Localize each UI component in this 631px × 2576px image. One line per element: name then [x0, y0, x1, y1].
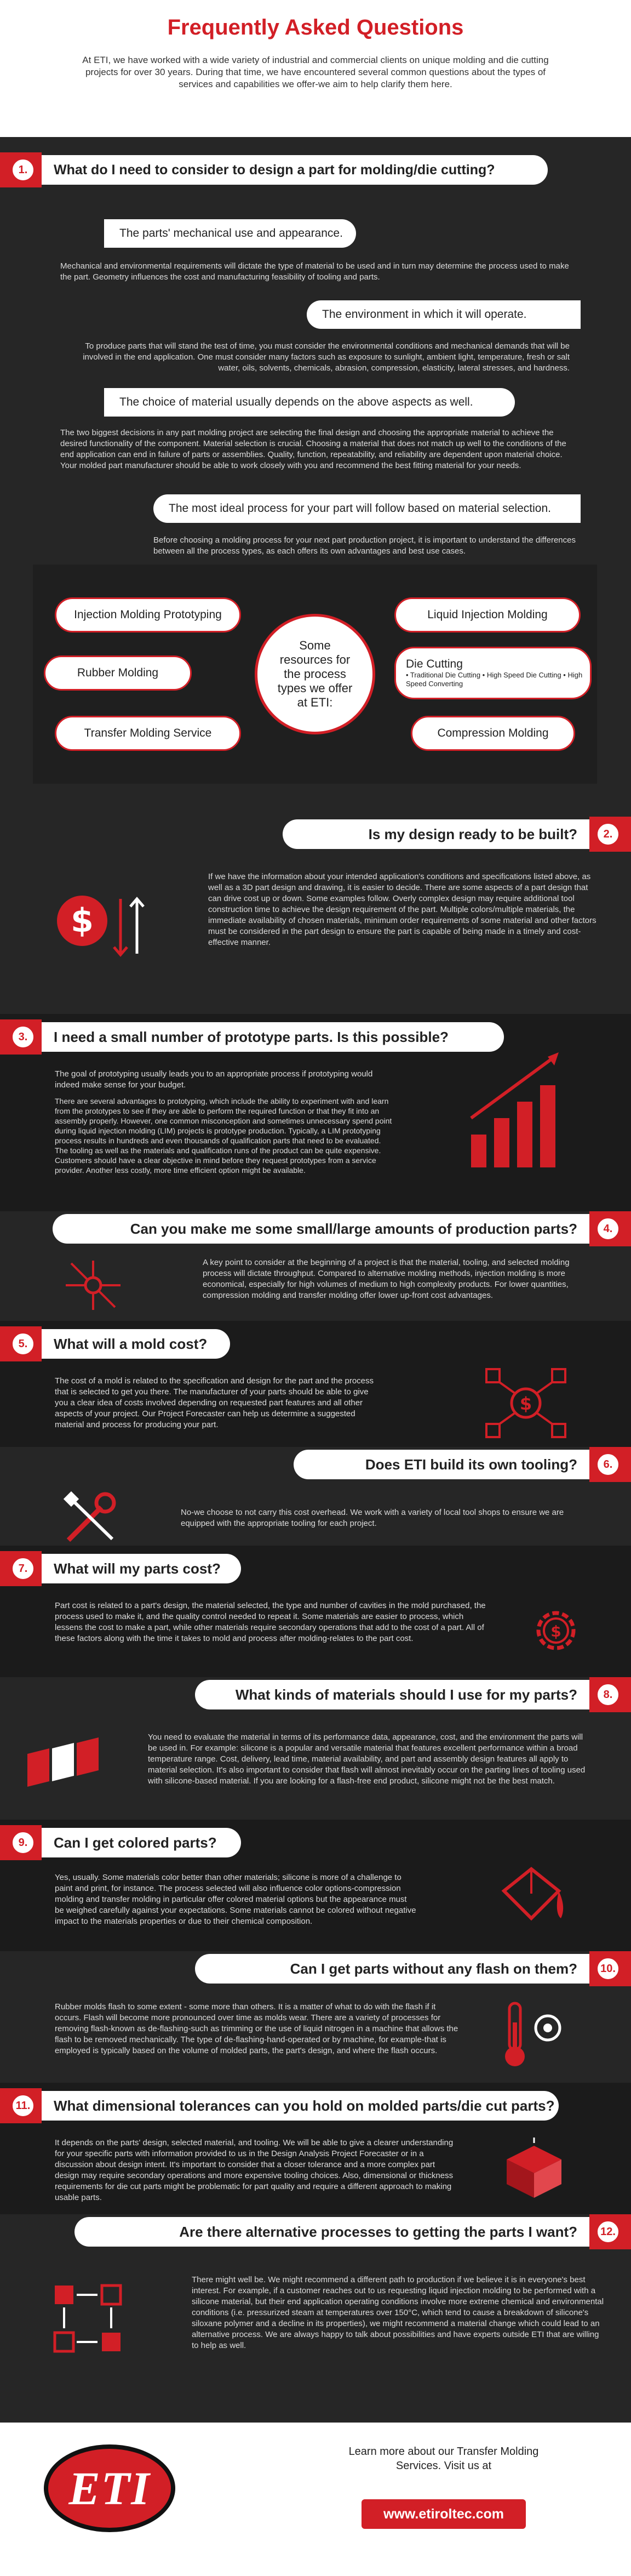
q4-number: 4. — [596, 1217, 620, 1241]
tools-icon — [60, 1491, 121, 1548]
q1-text-3: The two biggest decisions in any part molding project are selecting the final design and choosing the appropriate material to achieve the desired functionality of the component. Material selection is crucial. Choosing a material that does not match up well to the conditions of the end application can end in failure of parts or assemblies. Quality, function, repeatability, and reliability are dependent upon material choice. Your molded part manufacturer should be able to work closely with you and recommend the best fitting material for your needs. — [60, 428, 566, 470]
q10-question: Can I get parts without any flash on them? — [195, 1954, 589, 1984]
q12-number: 12. — [596, 2220, 620, 2244]
intro-text: At ETI, we have worked with a wide variety of industrial and commercial clients on unique molding and die cutting projects for over 30 years. During that time, we have encountered several common questions about the types of services and capabilities we offer-we aim to help clarify them here. — [82, 55, 549, 89]
q10-number: 10. — [596, 1957, 620, 1981]
q1-number: 1. — [11, 158, 35, 182]
q1-text-2: To produce parts that will stand the test of time, you must consider the environmental conditions and mechanical demands that will be involved in the end application. One must consider many factors such as exposure to sunlight, ambient light, temperature, fresh or salt water, oils, solvents, chemicals, abrasion, compression, elasticity, lateral stresses, and hardness. — [83, 341, 570, 373]
q3-text-2: There are several advantages to prototyping, which include the ability to experiment with and learn from the prototypes to see if they are able to perform the required function or that they fit into an assembly properly. However, one common misconception and sometimes unnecessary spend point during liquid injection molding (LIM) projects is prototype production. Typically, a LIM prototyping process results in hundreds and even thousands of qualification parts that need to be evaluated. The tooling as well as the materials and qualification runs of the product can be quite expensive. Customers should have a clear objective in mind before they request prototypes from a service provider. Another less costly, more time efficient option might be available. — [55, 1097, 392, 1175]
q10-text: Rubber molds flash to some extent - some more than others. It is a matter of what to do with the flash if it occurs. Flash will become more pronounced over time as molds wear. There are a variety of processes for removing flash-known as de-flashing-such as trimming or the use of liquid nitrogen in a machine that allows the flash to be removed mechanically. The type of de-flashing-hand-operated or by machine, for example-that is employed is typically based on the volume of molded parts, the part's design, and where the flash occurs. — [55, 2002, 458, 2055]
q1-pill-3: The choice of material usually depends on the above aspects as well. — [104, 388, 515, 417]
dollar-arrows-icon — [49, 882, 159, 967]
q6-number: 6. — [596, 1452, 620, 1477]
footer — [0, 2423, 631, 2576]
q12-bar — [0, 2214, 631, 2249]
q3-text-1: The goal of prototyping usually leads you to an appropriate process if prototyping would indeed make sense for your budget. — [55, 1069, 373, 1090]
paint-bucket-icon — [493, 1863, 570, 1937]
q1-text-4: Before choosing a molding process for your next part production project, it is important to understand the differences between all the process types, as each offers its own advantages and best use cases. — [153, 535, 576, 556]
q12-text: There might well be. We might recommend a different path to production if we believe it is in everyone's best interest. For example, if a customer reaches out to us requesting liquid injection molding to be performed with a silicone material, but their end application operating conditions involve more extreme chemical and environmental conditions (i.e. pressurized steam at temperatures over 150°C, which tend to cause a breakdown of silicone's siloxane polymer and a decline in its properties), we might recommend a material change which could lead to an alternative process. We are always happy to talk about possibilities and have experts outside ETI that are willing to help as well. — [192, 2275, 604, 2350]
eti-logo[interactable] — [44, 2444, 175, 2532]
q4-section — [0, 1211, 631, 1321]
dollar-network-icon — [482, 1365, 570, 1444]
q3-question: I need a small number of prototype parts. Is this possible? — [42, 1022, 504, 1052]
q1-pill-4: The most ideal process for your part will follow based on material selection. — [153, 494, 581, 523]
process-cycle-icon — [49, 2280, 126, 2360]
q5-number: 5. — [11, 1332, 35, 1356]
q1-pill-1: The parts' mechanical use and appearance. — [104, 219, 356, 248]
q3-number: 3. — [11, 1025, 35, 1049]
eti-logo-text: ETI — [68, 2462, 151, 2515]
q4-question: Can you make me some small/large amounts of production parts? — [53, 1214, 589, 1244]
link-liquid-injection-molding[interactable]: Liquid Injection Molding — [394, 597, 581, 632]
link-transfer-molding-service[interactable]: Transfer Molding Service — [55, 716, 241, 751]
q2-text: If we have the information about your intended application's conditions and specifications listed above, as well as a 3D part design and drawing, it is easier to decide. There are some aspects of a part design that can drive cost up or down. Some examples follow. Overly complex design may require additional tool construction time to achieve the design requirement of the part. Multiple colors/multiple materials, the immediate availability of chosen materials, minimum order requirements of some material and other factors must be considered in the part design to ensure the part is capable of being made in a timely and cost-effective manner. — [208, 872, 596, 947]
q11-section — [0, 2083, 631, 2214]
svg-text:$: $ — [71, 902, 94, 940]
q9-question: Can I get colored parts? — [42, 1828, 241, 1857]
network-icon — [60, 1255, 126, 1318]
page-title: Frequently Asked Questions — [167, 15, 464, 39]
q11-number: 11. — [11, 2094, 35, 2118]
website-link[interactable]: www.etiroltec.com — [362, 2499, 526, 2529]
die-cutting-sub: • Traditional Die Cutting • High Speed Die Cutting • High Speed Converting — [406, 671, 583, 688]
q8-bar — [0, 1677, 631, 1712]
q8-text: You need to evaluate the material in terms of its performance data, appearance, cost, and the environment the parts will be used in. For example: silicone is a popular and versatile material that features excellent performance within a broad temperature range. Cost, delivery, lead time, material availability, and part and assembly design features all apply to material selection. It's also important to consider that flash will almost inevitably occur on the parting lines of tooling used with silicone-based material. If you are looking for a flash-free end product, silicone might not be the best match. — [148, 1732, 586, 1786]
q1-pill-2: The environment in which it will operate. — [307, 300, 581, 329]
process-center-circle — [255, 614, 375, 734]
q2-question: Is my design ready to be built? — [283, 819, 589, 849]
q1-question: What do I need to consider to design a part for molding/die cutting? — [42, 155, 548, 185]
footer-text: Learn more about our Transfer Molding Services. Visit us at — [348, 2446, 539, 2472]
link-die-cutting[interactable] — [394, 647, 592, 699]
q11-question: What dimensional tolerances can you hold on molded parts/die cut parts? — [42, 2091, 559, 2121]
growth-chart-icon — [460, 1047, 575, 1176]
q1-section — [0, 137, 631, 1014]
q7-section — [0, 1546, 631, 1677]
q12-section — [0, 2214, 631, 2423]
q5-text: The cost of a mold is related to the specification and design for the part and the process that is selected to get you there. The manufacturer of your parts should be able to give you a clear idea of costs involved depending on requested part features and all other aspects of your project. Our Project Forecaster can help us determine a suggested material and process for producing your part. — [55, 1376, 374, 1429]
q6-section — [0, 1447, 631, 1546]
q5-question: What will a mold cost? — [42, 1329, 230, 1359]
cube-dimensions-icon — [498, 2138, 570, 2206]
q4-bar — [0, 1211, 631, 1246]
link-injection-molding-prototyping[interactable]: Injection Molding Prototyping — [55, 597, 241, 632]
q3-bar — [0, 1019, 504, 1055]
process-panel — [33, 565, 597, 784]
q1-bar — [0, 152, 548, 187]
q2-bar — [0, 817, 631, 852]
q6-text: No-we choose to not carry this cost overhead. We work with a variety of local tool shops to ensure we are equipped with the appropriate tooling for each project. — [181, 1508, 564, 1528]
q11-bar — [0, 2088, 559, 2123]
q9-text: Yes, usually. Some materials color better than other materials; silicone is more of a challenge to paint and print, for instance. The process selected will also influence color options-compression molding and transfer molding in particular offer colored material options but the appearance must be weighed carefully against your expectations. Some materials cannot be colored without negative impact to the materials properties or due to their chemical composition. — [55, 1873, 416, 1926]
q6-question: Does ETI build its own tooling? — [294, 1450, 589, 1479]
q5-section — [0, 1321, 631, 1447]
thermometer-icon — [493, 1995, 570, 2075]
q7-bar — [0, 1551, 241, 1586]
link-compression-molding[interactable]: Compression Molding — [411, 716, 575, 751]
materials-icon — [22, 1732, 104, 1795]
q8-section — [0, 1677, 631, 1820]
q3-section — [0, 1014, 631, 1211]
q10-section — [0, 1951, 631, 2083]
dollar-gear-icon — [531, 1606, 581, 1658]
q9-number: 9. — [11, 1831, 35, 1855]
link-rubber-molding[interactable]: Rubber Molding — [44, 656, 192, 691]
q6-bar — [0, 1447, 631, 1482]
q8-question: What kinds of materials should I use for my parts? — [195, 1680, 589, 1709]
q5-bar — [0, 1326, 230, 1361]
die-cutting-label: Die Cutting — [406, 658, 463, 670]
q7-text: Part cost is related to a part's design, the material selected, the type and number of cavities in the mold purchased, the process used to make it, and the quality control needed to repeat it. Some materials are easier to process, which lessens the cost to make a part, while other materials require secondary operations that add to the cost of a part. All of these factors along with the time it takes to mold and process after molding-relates to the part cost. — [55, 1601, 486, 1643]
header — [0, 0, 631, 137]
q7-question: What will my parts cost? — [42, 1554, 241, 1583]
q4-text: A key point to consider at the beginning of a project is that the material, tooling, and selected molding process will dictate throughput. Compared to alternative molding methods, injection molding is more economical, especially for high volumes of medium to high complexity products. For lower quantities, compression molding and transfer molding offer lower up-front cost advantages. — [203, 1258, 570, 1300]
q11-text: It depends on the parts' design, selected material, and tooling. We will be able to give a clearer understanding for your specific parts with information provided to us in the Design Analysis Project Forecaster or in a discussion about design intent. It's important to consider that a closer tolerance and a more complex part design may require secondary operations and more expensive tooling choices. Also, dimensional or thickness requirements for die cut parts might be problematic for part quality and require a different approach to making usable parts. — [55, 2138, 454, 2202]
svg-text:$: $ — [519, 1393, 532, 1414]
q1-text-1: Mechanical and environmental requirements will dictate the type of material to be used and in turn may determine the process used to make the part. Geometry influences the cost and manufacturing feasibility of tooling and parts. — [60, 261, 569, 282]
q7-number: 7. — [11, 1557, 35, 1581]
svg-text:$: $ — [550, 1622, 561, 1640]
process-center-text: Some resources for the process types we offer at ETI: — [277, 639, 353, 709]
q9-section — [0, 1820, 631, 1951]
q10-bar — [0, 1951, 631, 1986]
q2-number: 2. — [596, 822, 620, 846]
q12-question: Are there alternative processes to getting the parts I want? — [74, 2217, 589, 2247]
q9-bar — [0, 1825, 241, 1860]
q8-number: 8. — [596, 1683, 620, 1707]
